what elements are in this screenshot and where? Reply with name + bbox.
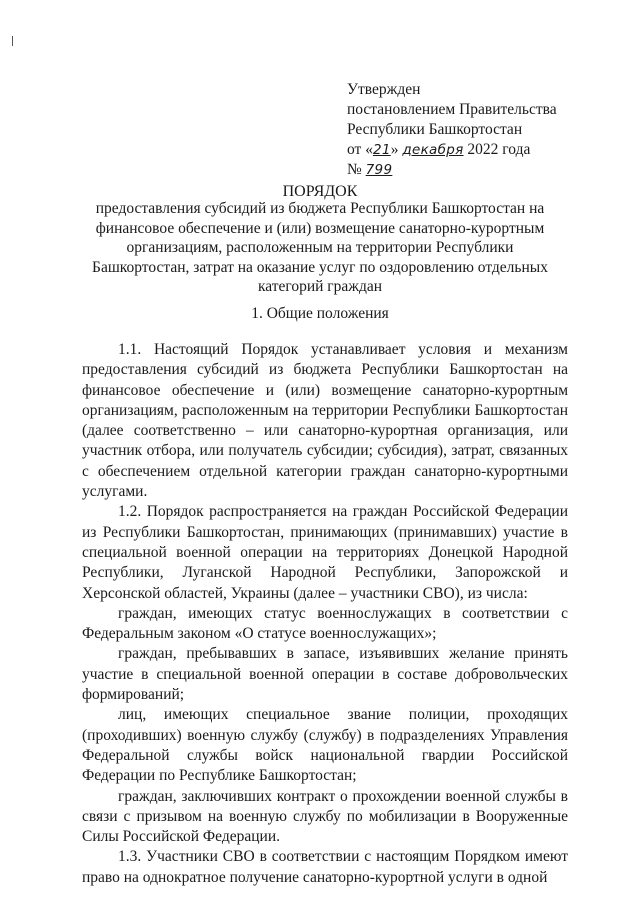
approval-date [347,140,557,160]
approval-stamp [347,80,557,180]
section-heading: 1. Общие положения [251,305,389,322]
paragraph-1-1: 1.1. Настоящий Порядок устанавливает условия и механизм предоставления субсидий из бюджета Республики Башкортостан на финансовое обеспечение и (или) возмещение санаторно-курортным организациям, расположенным на территории Республики Башкортостан (далее соответственно – или санаторно-курортная организация, или участник отбора, или получатель субсидии; субсидия), затрат, связанных с обеспечением отдельной категории граждан санаторно-курортными услугами. [82,341,568,501]
paragraph-1-2: 1.2. Порядок распространяется на граждан Российской Федерации из Республики Башкортостан, принимающих (принимавших) участие в специальной военной операции на территориях Донецкой Народной Республики, Луганской Народной Республики, Запорожской и Херсонской областей, Украины (далее – участники СВО), из числа: [82,503,568,602]
date-month: декабря [402,142,464,158]
document-title: ПОРЯДОК [282,183,358,200]
approval-number [347,160,557,180]
document-subtitle: предоставления субсидий из бюджета Республики Башкортостан на финансовое обеспечение и (или) возмещение санаторно-курортным организациям, расположенным на территории Республики Башкортостан, затрат на оказание услуг по оздоровлению отдельных категорий граждан [92,200,548,296]
date-day: 21 [372,142,391,158]
number-prefix: № [347,161,366,178]
approval-line-2: постановлением Правительства [347,101,557,118]
list-item: граждан, пребывавших в запасе, изъявивших желание принять участие в специальной военной операции в составе добровольческих формирований; [82,645,568,704]
approval-line-1: Утвержден [347,81,421,98]
list-item: граждан, заключивших контракт о прохождении военной службы в связи с призывом на военную службу по мобилизации в Вооруженные Силы Российской Федерации. [82,787,568,846]
date-mid: » [390,141,403,158]
date-prefix: от « [347,141,373,158]
approval-line-3: Республики Башкортостан [347,121,523,138]
list-item: лиц, имеющих специальное звание полиции, проходящих (проходивших) военную службу (службу) в подразделениях Управления Федеральной службы войск национальной гвардии Российской Федерации по Республике Башкортостан; [82,706,568,785]
margin-mark [12,36,13,46]
document-body [82,340,568,888]
paragraph-1-3: 1.3. Участники СВО в соответствии с настоящим Порядком имеют право на однократное получение санаторно-курортной услуги в одной [82,848,568,886]
list-item: граждан, имеющих статус военнослужащих в соответствии с Федеральным законом «О статусе военнослужащих»; [82,604,568,643]
date-year: 2022 года [463,141,531,158]
decree-number: 799 [365,162,393,178]
